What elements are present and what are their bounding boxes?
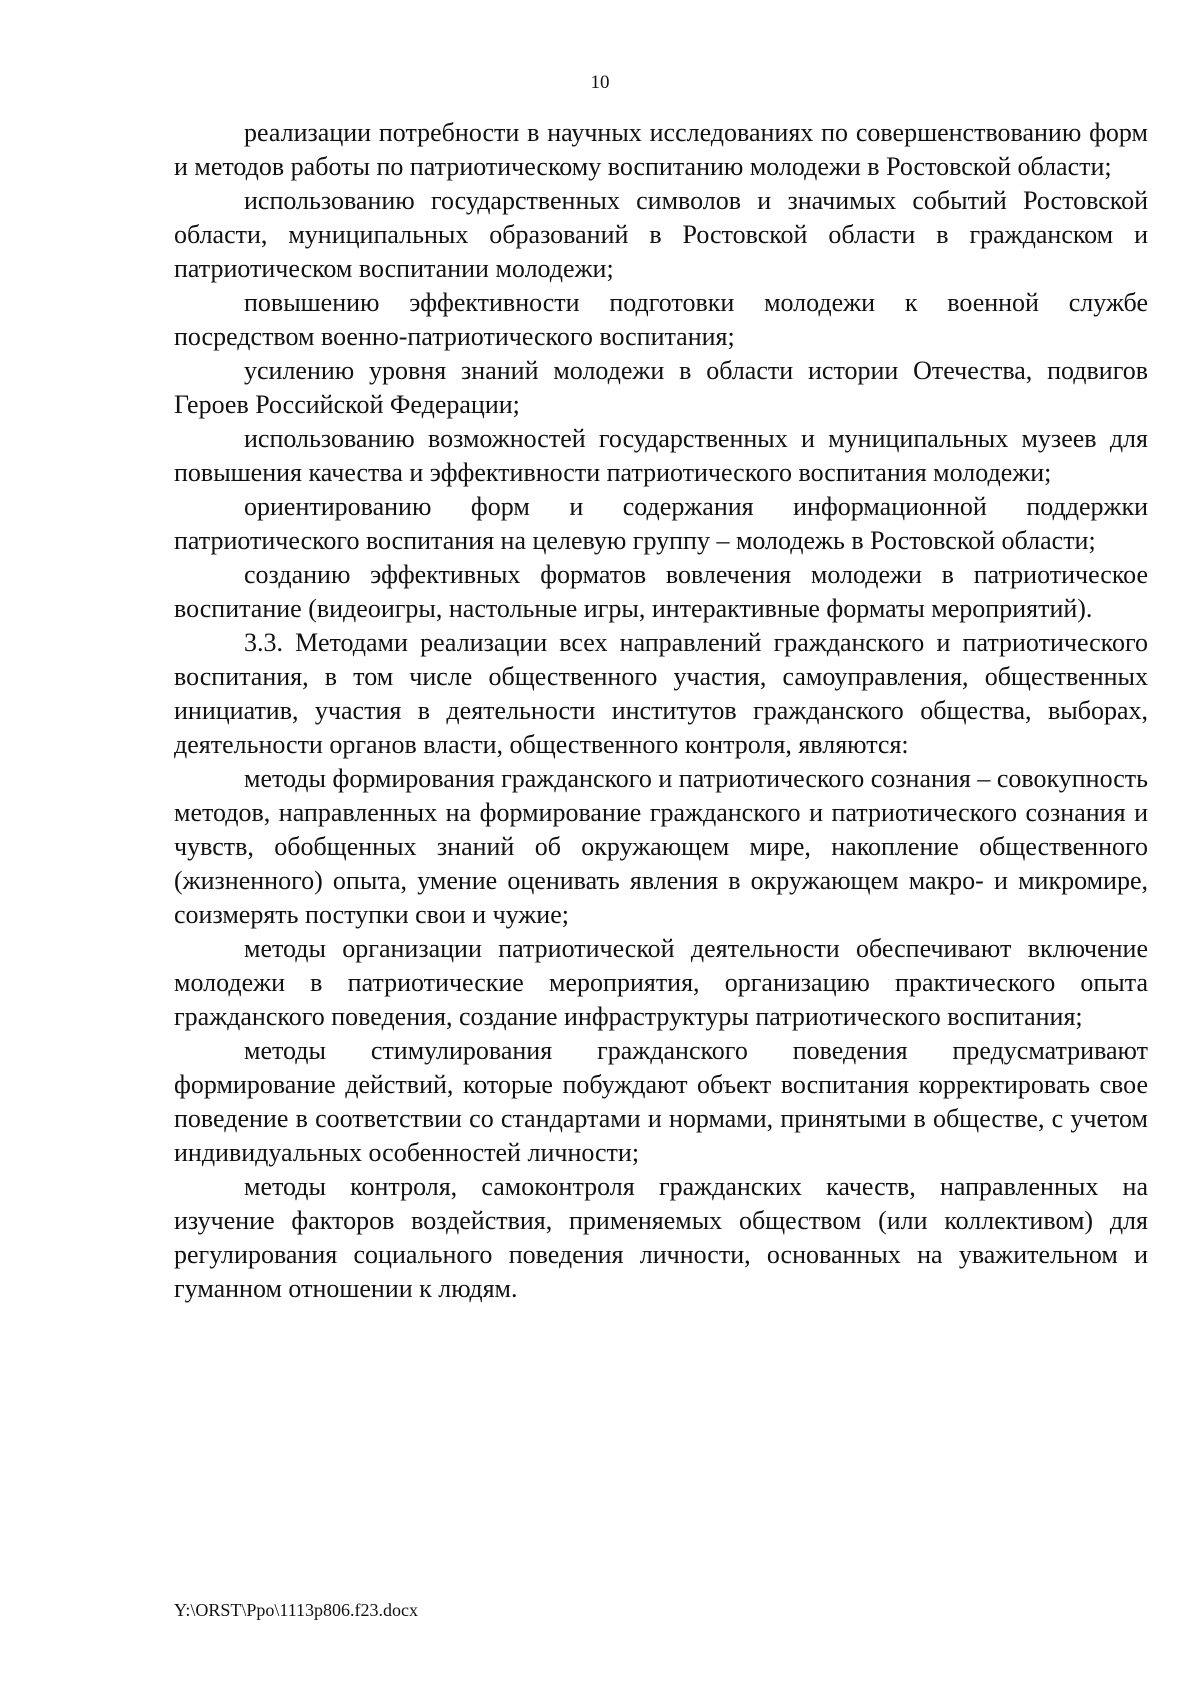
paragraph-control-methods: методы контроля, самоконтроля гражданских качеств, направленных на изучение факторов воздействия, применяемых обществом (или коллективом) для регулирования социального поведения личности, основанных на уважительном и гуманном отношении к людям. — [174, 1172, 1148, 1303]
paragraph-stimulation-methods: методы стимулирования гражданского поведения предусматривают формирование действий, которые побуждают объект воспитания корректировать свое поведение в соответствии со стандартами и нормами, принятыми в обществе, с учетом индивидуальных особенностей личности; — [174, 1036, 1148, 1167]
footer-file-path: Y:\ORST\Ppo\1113p806.f23.docx — [174, 1600, 419, 1620]
page-number: 10 — [590, 72, 610, 93]
paragraph-state-symbols: использованию государственных символов и значимых событий Ростовской области, муниципальных образований в Ростовской области в гражданском и патриотическом воспитании молодежи; — [174, 186, 1148, 283]
paragraph-museums: использованию возможностей государственных и муниципальных музеев для повышения качества и эффективности патриотического воспитания молодежи; — [174, 424, 1148, 487]
paragraph-military-service: повышению эффективности подготовки молодежи к военной службе посредством военно-патриотического воспитания; — [174, 288, 1148, 351]
paragraph-consciousness-methods: методы формирования гражданского и патриотического сознания – совокупность методов, направленных на формирование гражданского и патриотического сознания и чувств, обобщенных знаний об окружающем мире, накопление общественного (жизненного) опыта, умение оценивать явления в окружающем макро- и микромире, соизмерять поступки свои и чужие; — [174, 764, 1148, 929]
paragraph-engagement-formats: созданию эффективных форматов вовлечения молодежи в патриотическое воспитание (видеоигры, настольные игры, интерактивные форматы мероприятий). — [174, 560, 1148, 623]
paragraph-section-3-3: 3.3. Методами реализации всех направлений гражданского и патриотического воспитания, в том числе общественного участия, самоуправления, общественных инициатив, участия в деятельности институтов гражданского общества, выборах, деятельности органов власти, общественного контроля, являются: — [174, 628, 1148, 759]
paragraph-information-support: ориентированию форм и содержания информационной поддержки патриотического воспитания на целевую группу – молодежь в Ростовской области; — [174, 492, 1148, 555]
paragraph-history-knowledge: усилению уровня знаний молодежи в области истории Отечества, подвигов Героев Российской Федерации; — [174, 356, 1148, 419]
paragraph-activity-methods: методы организации патриотической деятельности обеспечивают включение молодежи в патриотические мероприятия, организацию практического опыта гражданского поведения, создание инфраструктуры патриотического воспитания; — [174, 934, 1148, 1031]
document-body — [174, 116, 1148, 1306]
paragraph-research-needs: реализации потребности в научных исследованиях по совершенствованию форм и методов работы по патриотическому воспитанию молодежи в Ростовской области; — [174, 118, 1148, 181]
